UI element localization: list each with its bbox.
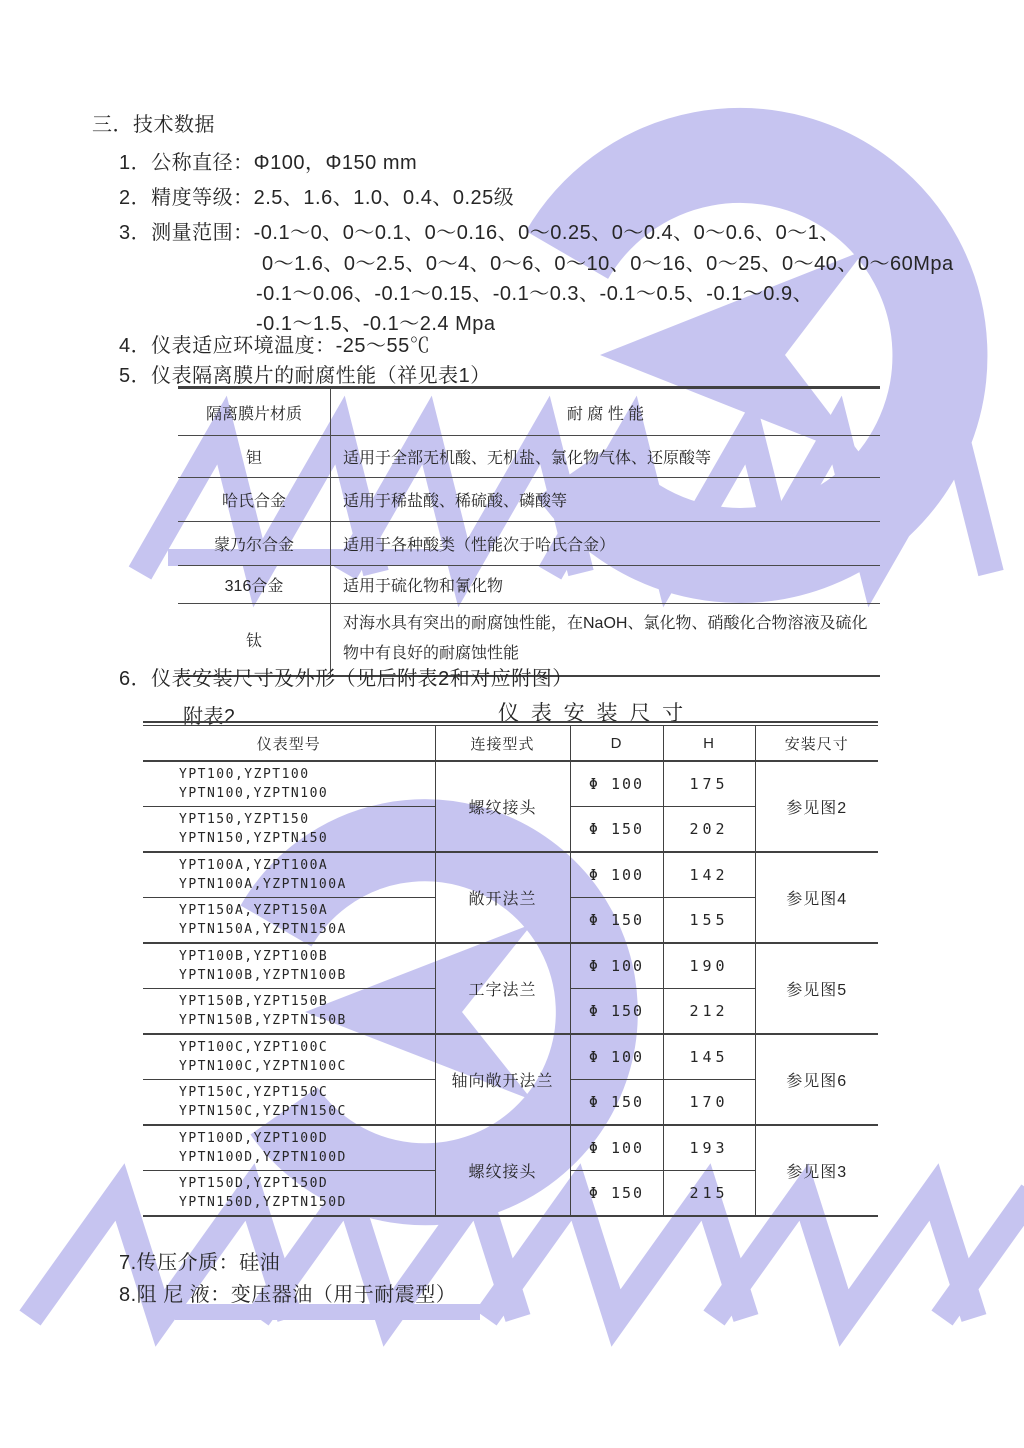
model-line: YPTN150C,YZPTN150C [179, 1104, 347, 1119]
spec-line-accuracy-class: 2．精度等级：2.5、1.6、1.0、0.4、0.25级 [119, 187, 515, 209]
model-cell [143, 1171, 435, 1217]
model-cell [143, 989, 435, 1035]
d-cell: Φ 150 [570, 898, 663, 944]
figure-cell: 参见图3 [755, 1125, 878, 1216]
material-cell: 蒙乃尔合金 [178, 522, 331, 566]
header-performance: 耐 腐 性 能 [331, 388, 881, 436]
h-cell: 142 [663, 852, 755, 898]
connection-cell: 敞开法兰 [435, 852, 570, 943]
figure-cell: 参见图4 [755, 852, 878, 943]
dimensions-table [143, 725, 878, 1217]
table2-label: 附表2 [183, 706, 236, 728]
performance-cell: 适用于各种酸类（性能次于哈氏合金） [331, 522, 881, 566]
model-line: YPT100,YZPT100 [179, 766, 310, 782]
table-row [143, 943, 878, 989]
model-line: YPT150,YZPT150 [179, 811, 310, 827]
performance-cell: 适用于硫化物和氰化物 [331, 566, 881, 604]
connection-cell: 轴向敞开法兰 [435, 1034, 570, 1125]
spec-line-measuring-range-4: -0.1～1.5、-0.1～2.4 Mpa [256, 313, 496, 335]
header-model: 仪表型号 [256, 735, 321, 753]
model-line: YPT150B,YZPT150B [179, 993, 329, 1009]
spec-line-damping-fluid: 8.阻 尼 液：变压器油（用于耐震型） [119, 1284, 457, 1306]
spec-line-measuring-range-3: -0.1～0.06、-0.1～0.15、-0.1～0.3、-0.1～0.5、-0.1～0.9、 [256, 283, 814, 305]
dimension-group-i-flange [143, 943, 878, 1034]
h-cell: 175 [663, 761, 755, 807]
model-line: YPTN150D,YZPTN150D [179, 1195, 347, 1210]
model-line: YPT100D,YZPT100D [179, 1130, 329, 1146]
spec-line-ambient-temperature: 4．仪表适应环境温度：-25～55℃ [119, 335, 431, 357]
d-cell: Φ 100 [570, 1125, 663, 1171]
spec-line-pressure-medium: 7.传压介质：硅油 [119, 1252, 281, 1274]
table-row [178, 522, 880, 566]
h-cell: 193 [663, 1125, 755, 1171]
model-line: YPTN100B,YZPTN100B [179, 968, 347, 983]
header-h: H [663, 726, 755, 762]
table-row [143, 1034, 878, 1080]
dimensions-table-container [143, 721, 878, 1217]
model-cell [143, 943, 435, 989]
h-cell: 215 [663, 1171, 755, 1217]
table-row [143, 1125, 878, 1171]
spec-line-nominal-diameter: 1．公称直径：Φ100，Φ150 mm [119, 152, 418, 174]
figure-cell: 参见图5 [755, 943, 878, 1034]
connection-cell: 螺纹接头 [435, 1125, 570, 1216]
header-mounting: 安装尺寸 [755, 726, 878, 762]
performance-cell: 适用于全部无机酸、无机盐、氯化物气体、还原酸等 [331, 436, 881, 478]
spec-line-corrosion-intro: 5．仪表隔离膜片的耐腐性能（祥见表1） [119, 365, 491, 387]
connection-cell: 工字法兰 [435, 943, 570, 1034]
h-cell: 170 [663, 1080, 755, 1126]
spec-line-measuring-range-1: 3．测量范围：-0.1～0、0～0.1、0～0.16、0～0.25、0～0.4、0～0.6、0～1、 [119, 222, 840, 244]
material-cell: 钛 [178, 604, 331, 677]
table-row [143, 852, 878, 898]
d-cell: Φ 150 [570, 807, 663, 853]
model-cell [143, 1034, 435, 1080]
h-cell: 145 [663, 1034, 755, 1080]
spec-line-measuring-range-2: 0～1.6、0～2.5、0～4、0～6、0～10、0～16、0～25、0～40、0～60Mpa [262, 253, 954, 275]
d-cell: Φ 100 [570, 761, 663, 807]
material-cell: 哈氏合金 [178, 478, 331, 522]
model-cell [143, 807, 435, 853]
model-line: YPT150A,YZPT150A [179, 902, 329, 918]
d-cell: Φ 100 [570, 943, 663, 989]
h-cell: 155 [663, 898, 755, 944]
d-cell: Φ 100 [570, 1034, 663, 1080]
model-line: YPT100B,YZPT100B [179, 948, 329, 964]
header-material: 隔离膜片材质 [205, 405, 302, 423]
model-line: YPTN100C,YZPTN100C [179, 1059, 347, 1074]
model-line: YPTN150B,YZPTN150B [179, 1013, 347, 1028]
section6-heading: 6．仪表安装尺寸及外形（见后附表2和对应附图） [119, 668, 573, 690]
table-row [178, 566, 880, 604]
model-line: YPT100C,YZPT100C [179, 1039, 329, 1055]
d-cell: Φ 100 [570, 852, 663, 898]
h-cell: 212 [663, 989, 755, 1035]
performance-cell: 对海水具有突出的耐腐蚀性能，在NaOH、氯化物、硝酸化合物溶液及硫化物中有良好的耐腐蚀性能 [331, 604, 881, 677]
model-line: YPTN150,YZPTN150 [179, 831, 329, 846]
model-line: YPTN100,YZPTN100 [179, 786, 329, 801]
material-cell: 钽 [178, 436, 331, 478]
model-cell [143, 761, 435, 807]
model-cell [143, 852, 435, 898]
material-cell: 316合金 [178, 566, 331, 604]
model-line: YPT100A,YZPT100A [179, 857, 329, 873]
table-header-row [178, 388, 880, 436]
header-d: D [570, 726, 663, 762]
model-cell [143, 1125, 435, 1171]
header-connection: 连接型式 [435, 726, 570, 762]
d-cell: Φ 150 [570, 989, 663, 1035]
h-cell: 202 [663, 807, 755, 853]
section-title: 三．技术数据 [92, 114, 215, 136]
figure-cell: 参见图2 [755, 761, 878, 852]
corrosion-table-container [178, 386, 880, 677]
dimension-group-thread [143, 761, 878, 852]
model-line: YPT150C,YZPT150C [179, 1084, 329, 1100]
table2-title: 仪 表 安 装 尺 寸 [498, 702, 687, 725]
model-cell [143, 1080, 435, 1126]
table-header-row [143, 726, 878, 762]
performance-cell: 适用于稀盐酸、稀硫酸、磷酸等 [331, 478, 881, 522]
dimension-group-axial-flange [143, 1034, 878, 1125]
table-row [143, 761, 878, 807]
dimension-group-thread-d [143, 1125, 878, 1216]
model-line: YPTN100A,YZPTN100A [179, 877, 347, 892]
connection-cell: 螺纹接头 [435, 761, 570, 852]
model-line: YPT150D,YZPT150D [179, 1175, 329, 1191]
corrosion-table [178, 386, 880, 677]
table-header [143, 726, 878, 762]
d-cell: Φ 150 [570, 1080, 663, 1126]
model-line: YPTN100D,YZPTN100D [179, 1150, 347, 1165]
model-line: YPTN150A,YZPTN150A [179, 922, 347, 937]
table-row [178, 436, 880, 478]
d-cell: Φ 150 [570, 1171, 663, 1217]
model-cell [143, 898, 435, 944]
dimension-group-open-flange [143, 852, 878, 943]
table-row [178, 478, 880, 522]
h-cell: 190 [663, 943, 755, 989]
figure-cell: 参见图6 [755, 1034, 878, 1125]
